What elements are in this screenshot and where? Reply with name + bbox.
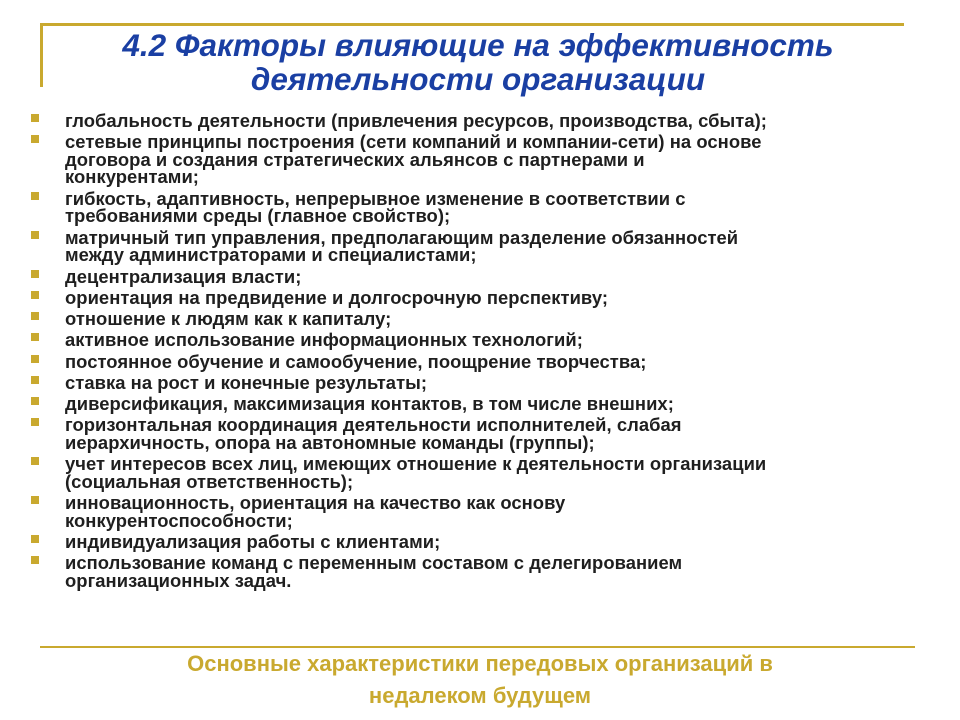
factor-text-line: глобальность деятельности (привлечения ресурсов, производства, сбыта); bbox=[65, 110, 767, 131]
factor-text-line: гибкость, адаптивность, непрерывное изменение в соответствии с bbox=[65, 187, 686, 209]
factor-text-line: сетевые принципы построения (сети компаний и компании-сети) на основе bbox=[65, 131, 762, 153]
factor-text-line: конкурентами; bbox=[65, 166, 199, 188]
slide-caption bbox=[60, 648, 900, 712]
factor-text-line: ставка на рост и конечные результаты; bbox=[65, 371, 428, 393]
factor-text-line: матричный тип управления, предполагающим разделение обязанностей bbox=[65, 226, 739, 248]
top-decorative-rule bbox=[40, 23, 904, 26]
factor-item bbox=[24, 310, 944, 328]
slide-title-line-1: 4.2 Факторы влияющие на эффективность bbox=[122, 27, 834, 63]
factor-text-line: постоянное обучение и самообучение, поощрение творчества; bbox=[65, 350, 647, 372]
square-bullet-icon bbox=[31, 231, 39, 239]
factor-item bbox=[24, 533, 944, 551]
slide-caption-line-2: недалеком будущем bbox=[368, 683, 592, 708]
slide-title bbox=[44, 28, 912, 96]
square-bullet-icon bbox=[31, 333, 39, 341]
factor-item bbox=[24, 331, 944, 349]
square-bullet-icon bbox=[31, 496, 39, 504]
factor-text-line: использование команд с переменным составом с делегированием bbox=[65, 552, 683, 574]
factor-text-line: требованиями среды (главное свойство); bbox=[65, 205, 451, 227]
factor-text-line: ориентация на предвидение и долгосрочную перспективу; bbox=[65, 286, 609, 308]
factor-text-line: организационных задач. bbox=[65, 569, 292, 591]
square-bullet-icon bbox=[31, 270, 39, 278]
slide-caption-line-1: Основные характеристики передовых организаций в bbox=[187, 651, 773, 676]
factor-item bbox=[24, 112, 944, 130]
slide-title-line-2: деятельности организации bbox=[250, 61, 706, 97]
factor-text-line: активное использование информационных технологий; bbox=[65, 329, 583, 351]
factor-item bbox=[24, 395, 944, 413]
square-bullet-icon bbox=[31, 418, 39, 426]
factor-text-line: отношение к людям как к капиталу; bbox=[65, 308, 392, 330]
factor-item bbox=[24, 265, 944, 287]
left-decorative-rule bbox=[40, 23, 43, 87]
factor-list bbox=[24, 112, 944, 593]
factor-text-line: инновационность, ориентация на качество как основу bbox=[65, 492, 566, 514]
factor-text-line: между администраторами и специалистами; bbox=[65, 244, 477, 266]
square-bullet-icon bbox=[31, 397, 39, 405]
square-bullet-icon bbox=[31, 291, 39, 299]
factor-item bbox=[24, 455, 944, 490]
factor-text-line: конкурентоспособности; bbox=[65, 509, 293, 531]
factor-text-line: учет интересов всех лиц, имеющих отношение к деятельности организации bbox=[65, 453, 767, 475]
square-bullet-icon bbox=[31, 556, 39, 564]
square-bullet-icon bbox=[31, 457, 39, 465]
factor-item bbox=[24, 187, 944, 227]
factor-item bbox=[24, 350, 944, 372]
square-bullet-icon bbox=[31, 114, 39, 122]
factor-item bbox=[24, 226, 944, 266]
factor-text-line: иерархичность, опора на автономные команды (группы); bbox=[65, 432, 595, 454]
factor-item bbox=[24, 414, 944, 454]
factor-item bbox=[24, 133, 944, 186]
square-bullet-icon bbox=[31, 535, 39, 543]
square-bullet-icon bbox=[31, 192, 39, 200]
square-bullet-icon bbox=[31, 135, 39, 143]
factor-item bbox=[24, 371, 944, 393]
factor-text-line: горизонтальная координация деятельности исполнителей, слабая bbox=[65, 414, 682, 436]
factor-text-line: индивидуализация работы с клиентами; bbox=[65, 531, 441, 553]
factor-text-line: договора и создания стратегических альянсов с партнерами и bbox=[65, 148, 645, 170]
factor-item bbox=[24, 554, 944, 589]
square-bullet-icon bbox=[31, 376, 39, 384]
factor-item bbox=[24, 286, 944, 308]
square-bullet-icon bbox=[31, 355, 39, 363]
factor-item bbox=[24, 494, 944, 529]
factor-text-line: (социальная ответственность); bbox=[65, 470, 354, 492]
factor-text-line: децентрализация власти; bbox=[65, 265, 302, 287]
factor-text-line: диверсификация, максимизация контактов, в том числе внешних; bbox=[65, 393, 674, 415]
square-bullet-icon bbox=[31, 312, 39, 320]
